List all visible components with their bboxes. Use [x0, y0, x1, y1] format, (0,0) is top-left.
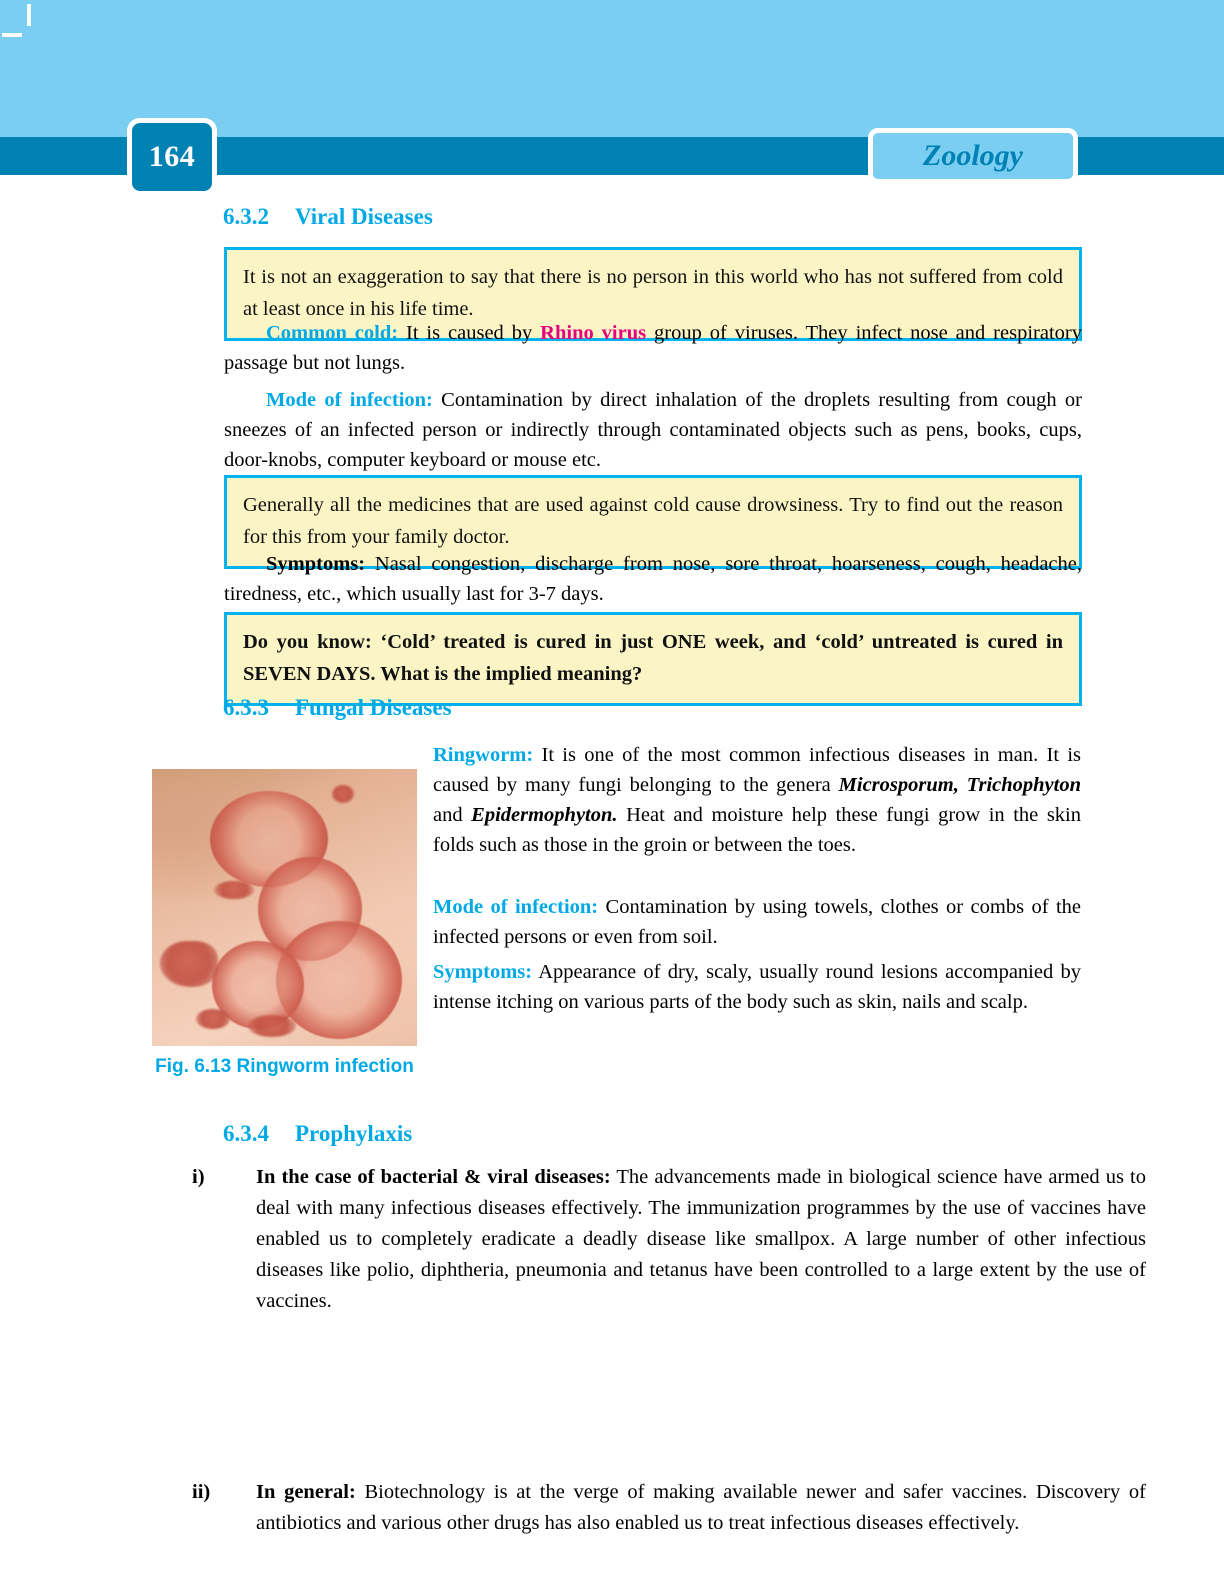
- crop-mark-vertical-icon: [27, 4, 31, 26]
- heading-viral-diseases: [223, 204, 433, 230]
- ringworm-part1: It is one of the most common infectious diseases in man. It is caused by many fungi belonging to the genera: [433, 744, 1081, 796]
- list-marker: ii): [192, 1481, 211, 1503]
- heading-fungal-number: 6.3.3: [223, 695, 269, 720]
- common-cold-part1: It is caused by: [398, 322, 541, 344]
- list-marker: i): [192, 1166, 205, 1188]
- prophylaxis-text-1: The advancements made in biological science have armed us to deal with many infectious diseases effectively. The immunization programmes by the use of vaccines have enabled us to completely eradicate a deadly disease like smallpox. A large number of other infectious diseases like polio, diphtheria, pneumonia and tetanus have been controlled to a large extent by the use of vaccines.: [256, 1166, 1147, 1312]
- viral-mode-text: Contamination by direct inhalation of the droplets resulting from cough or sneezes of an infected person or indirectly through contaminated objects such as pens, books, cups, door-knobs, computer keyboard or mouse etc.: [224, 389, 1083, 471]
- figure-ringworm: [152, 769, 417, 1078]
- subject-badge: [868, 128, 1078, 184]
- heading-prophylaxis: [223, 1121, 412, 1147]
- heading-viral-number: 6.3.2: [223, 204, 269, 229]
- callout-exaggeration-text: It is not an exaggeration to say that there is no person in this world who has not suffered from cold at least once in his life time.: [243, 266, 1063, 320]
- do-you-know-rest: ‘Cold’ treated is cured in just ONE week, and ‘cold’ untreated is cured in SEVEN DAYS. What is the implied meaning?: [243, 631, 1063, 685]
- common-cold-part2: group of viruses. They infect nose and respiratory passage but not lungs.: [224, 322, 1082, 374]
- paragraph-ringworm: [433, 740, 1081, 860]
- common-cold-lead: Common cold:: [266, 322, 399, 344]
- lesion-patch: [248, 1015, 296, 1037]
- genus-names-2: Epidermophyton.: [471, 804, 618, 826]
- subject-label: Zoology: [923, 139, 1023, 172]
- fungal-mode-lead: Mode of infection:: [433, 896, 599, 918]
- paragraph-fungal-mode-of-infection: [433, 892, 1081, 952]
- prophylaxis-text-2: Biotechnology is at the verge of making available newer and safer vaccines. Discovery of antibiotics and various other drugs has also enabled us to treat infectious diseases effectively.: [256, 1481, 1146, 1534]
- page-number-text: 164: [148, 140, 196, 173]
- lesion-patch: [196, 1009, 230, 1029]
- page-number-badge: [127, 118, 217, 196]
- heading-prophylaxis-number: 6.3.4: [223, 1121, 269, 1146]
- list-item: [192, 1477, 1146, 1539]
- ringworm-lead: Ringworm:: [433, 744, 534, 766]
- callout-do-you-know: [224, 612, 1082, 706]
- list-item: [192, 1162, 1146, 1317]
- paragraph-viral-symptoms: [224, 549, 1082, 609]
- ringworm-part3: Heat and moisture help these fungi grow in the skin folds such as those in the groin or between the toes.: [433, 804, 1081, 856]
- heading-fungal-title: Fungal Diseases: [295, 695, 452, 720]
- lesion-patch: [332, 785, 354, 803]
- rhino-virus-term: Rhino virus: [540, 322, 647, 344]
- lesion-patch: [160, 941, 218, 987]
- ringworm-photo: [152, 769, 417, 1046]
- lesion-patch: [214, 881, 254, 899]
- heading-fungal-diseases: [223, 695, 452, 721]
- fungal-mode-text: Contamination by using towels, clothes or combs of the infected persons or even from soil.: [433, 896, 1082, 948]
- fungal-symptoms-lead: Symptoms:: [433, 961, 533, 983]
- viral-mode-lead: Mode of infection:: [266, 389, 433, 411]
- crop-mark-horizontal-icon: [2, 33, 22, 37]
- prophylaxis-lead-2: In general:: [256, 1481, 356, 1503]
- fungal-symptoms-text: Appearance of dry, scaly, usually round lesions accompanied by intense itching on various parts of the body such as skin, nails and scalp.: [433, 961, 1081, 1013]
- callout-drowsiness-text: Generally all the medicines that are used against cold cause drowsiness. Try to find out the reason for this from your family doctor.: [243, 494, 1063, 548]
- paragraph-common-cold: [224, 318, 1082, 378]
- genus-names-1: Microsporum, Trichophyton: [838, 774, 1081, 796]
- viral-symptoms-text: Nasal congestion, discharge from nose, sore throat, hoarseness, cough, headache, tiredness, etc., which usually last for 3-7 days.: [224, 553, 1082, 605]
- paragraph-viral-mode-of-infection: [224, 385, 1082, 475]
- prophylaxis-lead-1: In the case of bacterial & viral diseases:: [256, 1166, 611, 1188]
- do-you-know-lead: Do you know:: [243, 631, 372, 653]
- heading-prophylaxis-title: Prophylaxis: [295, 1121, 413, 1146]
- figure-caption: Fig. 6.13 Ringworm infection: [155, 1056, 414, 1077]
- heading-viral-title: Viral Diseases: [295, 204, 433, 229]
- header-band: [0, 0, 1224, 137]
- ringworm-part2: and: [433, 804, 472, 826]
- viral-symptoms-lead: Symptoms:: [266, 553, 366, 575]
- paragraph-fungal-symptoms: [433, 957, 1081, 1017]
